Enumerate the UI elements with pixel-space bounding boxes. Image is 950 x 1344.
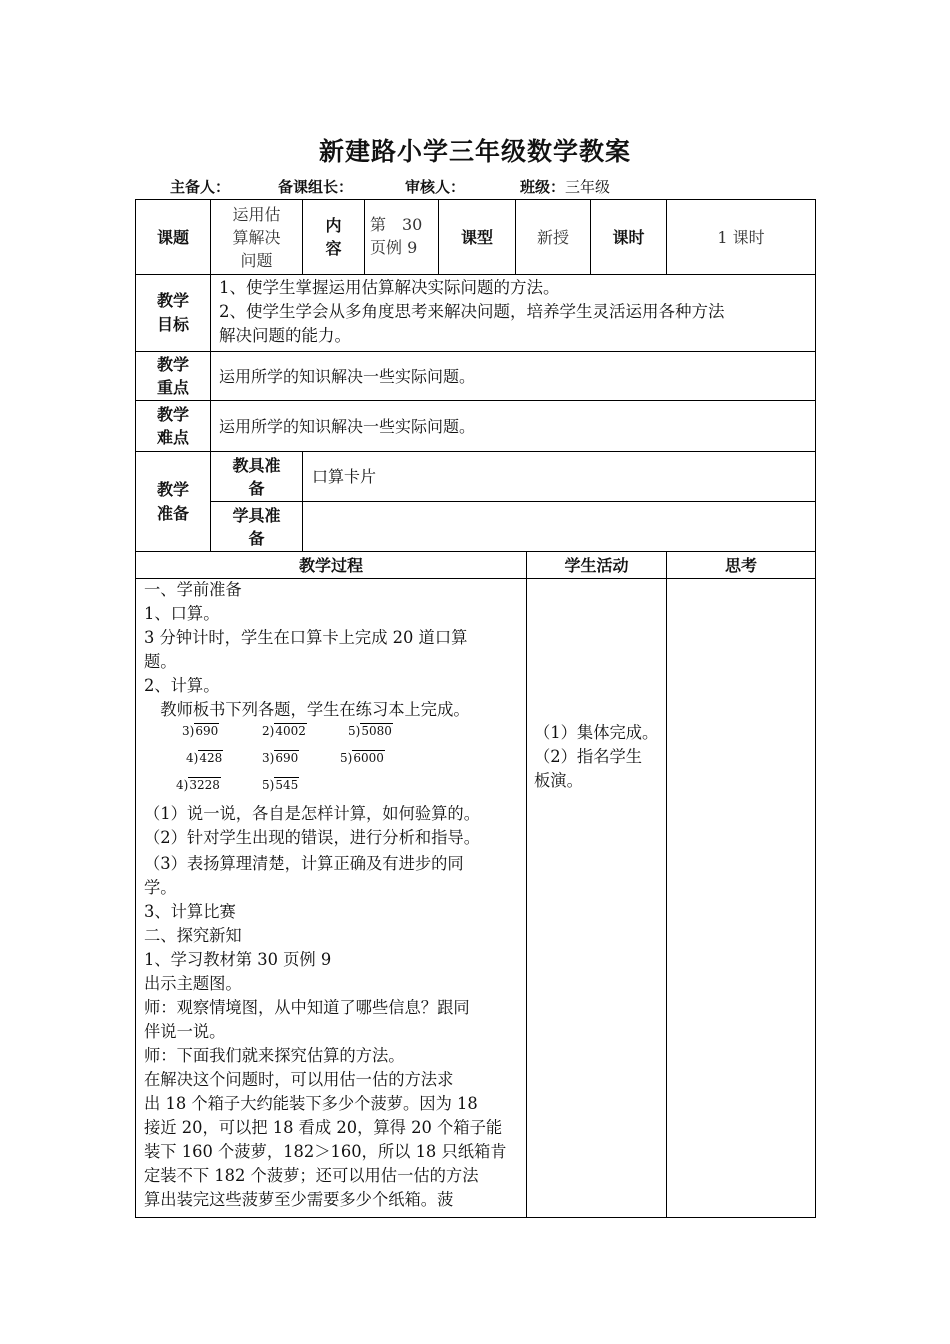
grade-field: 班级：三年级 [520, 178, 611, 196]
division-problem: 4)3228 [176, 777, 220, 793]
content-label: 内 容 [325, 216, 342, 258]
content-value: 第 30 页例 9 [370, 215, 423, 257]
process-text-bottom: （1）说一说，各自是怎样计算，如何验算的。 （2）针对学生出现的错误，进行分析和指导。 （3）表扬算理清楚，计算正确及有进步的同 学。 3、计算比赛 二、探究新知 1、学习教材第 30 页例 9 出示主题图。 师：观察情境图，从中知道了哪些信息？跟同 伴说一说。 师：下面我们就来探究估算的方法。 在解决这个问题时，可以用估一估的方法求 出 18 个箱子大约能装下多少个菠萝。因为 18 接近 20，可以把 18 看成 20，算得 20 个箱子能 装下 160 个菠萝，182＞160，所以 18 只纸箱肯 定装不下 182 个菠萝；还可以用估一估的方法 算出装完这些菠萝至少需要多少个纸箱。菠 [144, 804, 507, 1209]
division-problem: 3)690 [262, 750, 299, 766]
division-problem: 5)5080 [348, 723, 392, 739]
reviewer-label: 审核人： [405, 178, 466, 196]
difficulties-label: 教学 难点 [156, 405, 189, 447]
group-leader-label: 备课组长： [278, 178, 354, 196]
division-problem: 5)545 [262, 777, 299, 793]
reflection-column-header: 思考 [724, 555, 757, 575]
student-activity-text: （1）集体完成。 （2）指名学生 板演。 [534, 723, 659, 790]
key-points-text: 运用所学的知识解决一些实际问题。 [219, 367, 476, 386]
process-text-top: 一、学前准备 1、口算。 3 分钟计时，学生在口算卡上完成 20 道口算 题。 2、计算。 教师板书下列各题，学生在练习本上完成。 [144, 580, 470, 719]
division-problem: 4)428 [186, 750, 223, 766]
document-title: 新建路小学三年级数学教案 [318, 137, 631, 166]
teacher-materials-value: 口算卡片 [312, 467, 377, 486]
grade-value: 三年级 [565, 178, 611, 196]
key-points-label: 教学 重点 [156, 355, 189, 397]
goals-label: 教学 目标 [156, 291, 189, 334]
topic-label: 课题 [156, 227, 189, 247]
difficulties-text: 运用所学的知识解决一些实际问题。 [219, 417, 476, 436]
lesson-type-label: 课型 [460, 227, 493, 247]
activity-column-header: 学生活动 [564, 555, 629, 575]
goals-text: 1、使学生掌握运用估算解决实际问题的方法。 2、使学生学会从多角度思考来解决问题，培养学生灵活运用各种方法 解决问题的能力。 [219, 278, 725, 345]
student-materials-label: 学具准 备 [232, 505, 281, 548]
period-label: 课时 [612, 227, 645, 247]
preparer-label: 主备人： [170, 178, 231, 196]
process-column-header: 教学过程 [298, 555, 363, 575]
teacher-materials-label: 教具准 备 [232, 455, 281, 498]
topic-value: 运用估 算解决 问题 [232, 204, 281, 270]
preparation-label: 教学 准备 [156, 479, 189, 523]
division-problem: 2)4002 [262, 723, 306, 739]
division-problem: 3)690 [182, 723, 219, 739]
period-value: 1 课时 [717, 227, 765, 247]
division-problem: 5)6000 [340, 750, 384, 766]
lesson-type-value: 新授 [536, 227, 569, 247]
